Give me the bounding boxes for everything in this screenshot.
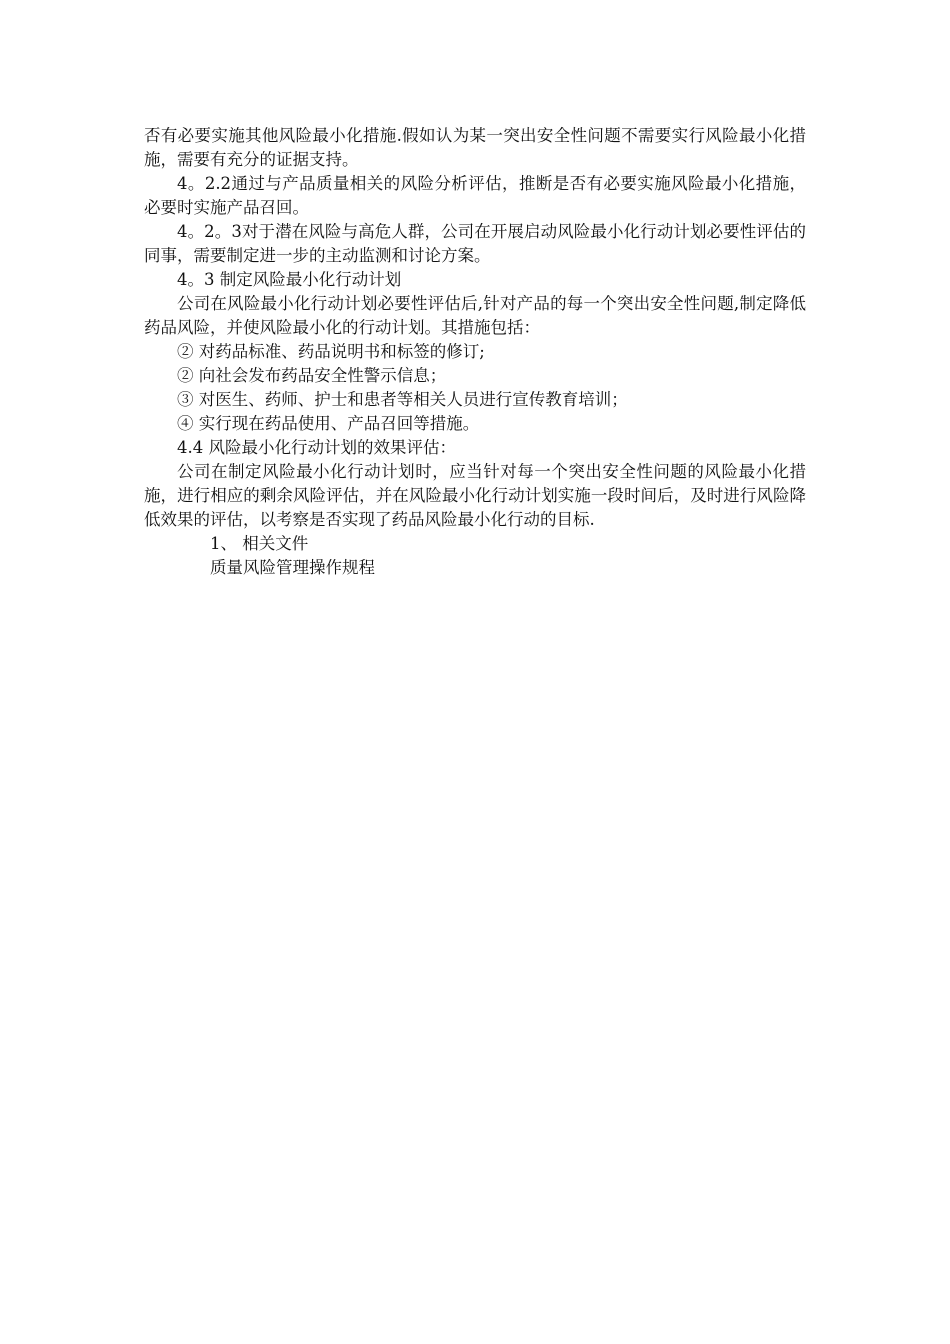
measure-item-3: ③ 对医生、药师、护士和患者等相关人员进行宣传教育培训； — [177, 390, 628, 409]
heading-4-3: 4。3 制定风险最小化行动计划 — [177, 270, 402, 289]
paragraph-4-2-2: 4。2.2通过与产品质量相关的风险分析评估，推断是否有必要实施风险最小化措施，必要时实施产品召回。 — [144, 174, 806, 217]
measure-item-4: ④ 实行现在药品使用、产品召回等措施。 — [177, 414, 480, 433]
document-body — [144, 124, 806, 580]
measure-item-2: ② 向社会发布药品安全性警示信息； — [177, 366, 447, 385]
related-document-item: 质量风险管理操作规程 — [210, 558, 375, 577]
heading-4-4: 4.4 风险最小化行动计划的效果评估： — [177, 438, 456, 457]
measure-item-1: ② 对药品标准、药品说明书和标签的修订; — [177, 342, 485, 361]
paragraph-4-3-body: 公司在风险最小化行动计划必要性评估后,针对产品的每一个突出安全性问题,制定降低药品风险，并使风险最小化的行动计划。其措施包括： — [144, 294, 806, 337]
paragraph-4-4-body: 公司在制定风险最小化行动计划时，应当针对每一个突出安全性问题的风险最小化措施，进行相应的剩余风险评估，并在风险最小化行动计划实施一段时间后，及时进行风险降低效果的评估，以考察是否实现了药品风险最小化行动的目标. — [144, 462, 806, 529]
heading-related-documents: 1、 相关文件 — [210, 534, 309, 553]
paragraph-4-2-3: 4。2。3对于潜在风险与高危人群，公司在开展启动风险最小化行动计划必要性评估的同事，需要制定进一步的主动监测和讨论方案。 — [144, 222, 806, 265]
paragraph-continuation: 否有必要实施其他风险最小化措施.假如认为某一突出安全性问题不需要实行风险最小化措施，需要有充分的证据支持。 — [144, 126, 806, 169]
